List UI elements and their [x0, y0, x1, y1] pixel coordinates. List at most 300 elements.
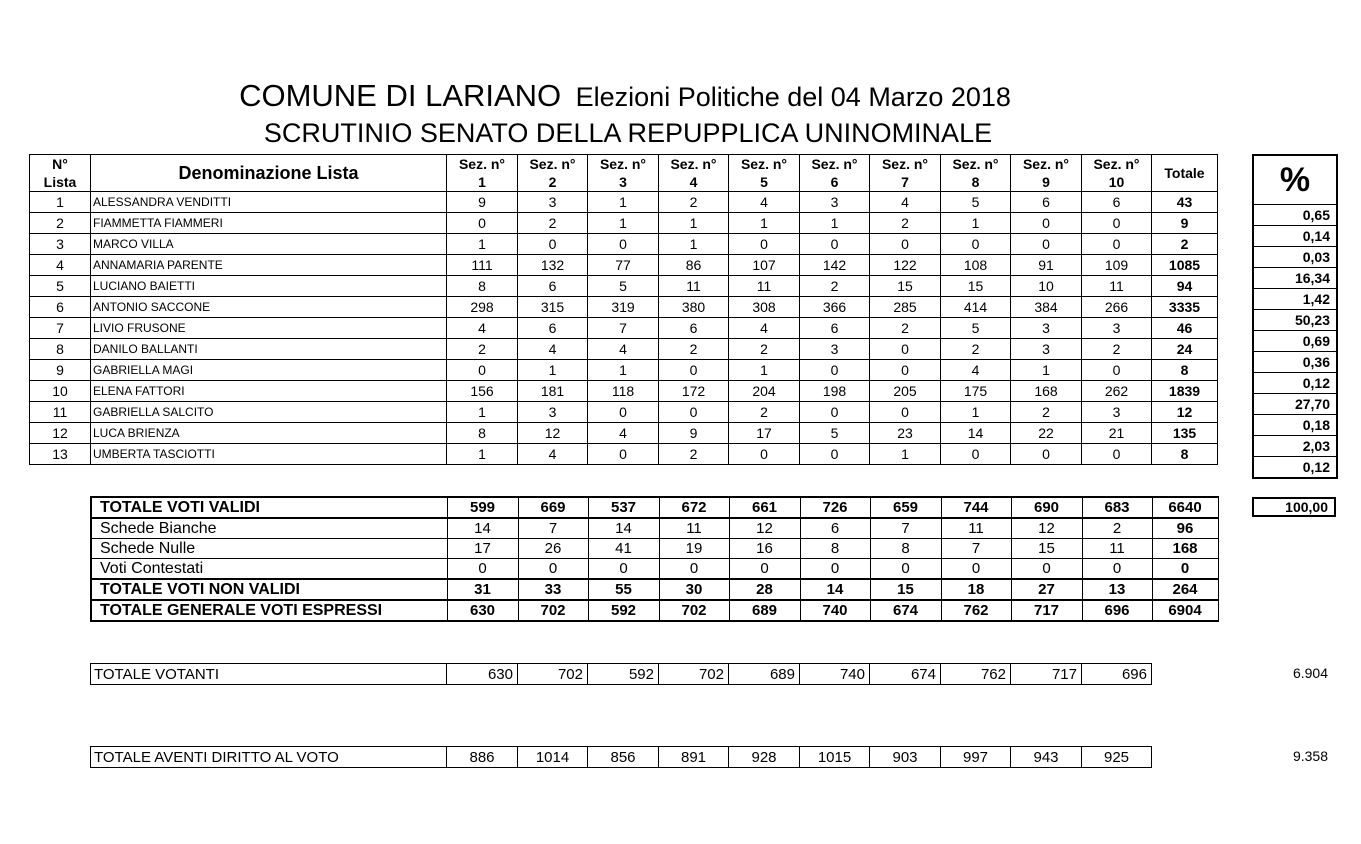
table-row — [30, 339, 1218, 360]
results-table — [29, 154, 1218, 465]
section-votes: 0 — [588, 234, 659, 255]
section-votes: 1 — [588, 213, 659, 234]
votanti-label: TOTALE VOTANTI — [91, 664, 447, 685]
section-header-number: 1 — [478, 174, 486, 190]
section-votes: 172 — [659, 381, 729, 402]
section-votes: 86 — [659, 255, 729, 276]
section-votes: 181 — [518, 381, 588, 402]
section-votes: 0 — [659, 360, 729, 381]
votanti-section-value: 740 — [800, 664, 870, 685]
summary-section-value: 599 — [447, 497, 518, 518]
summary-total: 168 — [1152, 539, 1218, 559]
list-number: 10 — [30, 381, 91, 402]
section-votes: 3 — [1082, 402, 1152, 423]
candidate-name: GABRIELLA MAGI — [91, 360, 447, 381]
section-votes: 6 — [518, 276, 588, 297]
row-percent: 1,42 — [1253, 289, 1337, 310]
summary-section-value: 11 — [1082, 539, 1152, 559]
section-header-number: 4 — [689, 174, 698, 190]
candidate-name: ANTONIO SACCONE — [91, 297, 447, 318]
aventi-section-value: 886 — [447, 747, 518, 768]
section-votes: 5 — [800, 423, 870, 444]
summary-section-value: 630 — [447, 600, 518, 621]
list-number: 13 — [30, 444, 91, 465]
section-votes: 2 — [447, 339, 518, 360]
aventi-section-value: 1014 — [518, 747, 588, 768]
section-votes: 15 — [870, 276, 941, 297]
summary-section-value: 0 — [659, 559, 729, 580]
summary-section-value: 19 — [659, 539, 729, 559]
aventi-section-value: 997 — [941, 747, 1011, 768]
section-votes: 5 — [588, 276, 659, 297]
row-total: 135 — [1152, 423, 1218, 444]
candidate-name: GABRIELLA SALCITO — [91, 402, 447, 423]
percent-row — [1253, 352, 1337, 373]
section-votes: 4 — [447, 318, 518, 339]
percent-row — [1253, 247, 1337, 268]
summary-section-value: 7 — [518, 518, 588, 539]
section-votes: 8 — [447, 276, 518, 297]
summary-section-value: 2 — [1082, 518, 1152, 539]
row-total: 43 — [1152, 192, 1218, 213]
section-header-number: 7 — [901, 174, 909, 190]
summary-section-value: 0 — [941, 559, 1011, 580]
section-votes: 384 — [1011, 297, 1082, 318]
section-header — [941, 155, 1011, 192]
summary-section-value: 11 — [659, 518, 729, 539]
section-votes: 15 — [941, 276, 1011, 297]
votanti-section-value: 674 — [870, 664, 941, 685]
section-votes: 0 — [870, 402, 941, 423]
section-votes: 262 — [1082, 381, 1152, 402]
section-votes: 0 — [941, 444, 1011, 465]
section-votes: 2 — [659, 192, 729, 213]
aventi-table — [90, 746, 1152, 768]
table-row — [30, 276, 1218, 297]
section-votes: 9 — [447, 192, 518, 213]
summary-section-value: 659 — [870, 497, 941, 518]
section-votes: 2 — [800, 276, 870, 297]
results-header-row — [30, 155, 1218, 192]
table-row — [30, 423, 1218, 444]
section-votes: 4 — [518, 444, 588, 465]
section-votes: 0 — [1011, 234, 1082, 255]
section-votes: 2 — [518, 213, 588, 234]
summary-section-value: 702 — [518, 600, 588, 621]
section-votes: 0 — [729, 444, 800, 465]
row-total: 94 — [1152, 276, 1218, 297]
row-percent: 0,12 — [1253, 457, 1337, 479]
section-votes: 319 — [588, 297, 659, 318]
row-total: 8 — [1152, 360, 1218, 381]
section-votes: 0 — [659, 402, 729, 423]
row-percent: 27,70 — [1253, 394, 1337, 415]
summary-section-value: 7 — [870, 518, 941, 539]
summary-row — [91, 518, 1218, 539]
table-row — [30, 297, 1218, 318]
summary-row — [91, 600, 1218, 621]
section-header-number: 8 — [971, 174, 980, 190]
section-votes: 4 — [870, 192, 941, 213]
percent-row — [1253, 205, 1337, 226]
summary-row — [91, 539, 1218, 559]
section-votes: 1 — [800, 213, 870, 234]
summary-section-value: 14 — [800, 579, 870, 600]
section-votes: 6 — [800, 318, 870, 339]
summary-section-value: 15 — [870, 579, 941, 600]
row-total: 24 — [1152, 339, 1218, 360]
scrutinio-title: SCRUTINIO SENATO DELLA REPUPPLICA UNINOMINALE — [263, 118, 993, 148]
section-header-number: 6 — [830, 174, 839, 190]
summary-section-value: 7 — [941, 539, 1011, 559]
candidate-name: MARCO VILLA — [91, 234, 447, 255]
percent-row — [1253, 310, 1337, 331]
section-votes: 12 — [518, 423, 588, 444]
percent-row — [1253, 268, 1337, 289]
aventi-section-value: 925 — [1082, 747, 1152, 768]
section-votes: 1 — [447, 402, 518, 423]
summary-section-value: 41 — [588, 539, 659, 559]
num-header-line1: N° — [52, 156, 68, 172]
summary-label: Voti Contestati — [91, 559, 447, 580]
section-votes: 0 — [941, 234, 1011, 255]
section-votes: 3 — [800, 339, 870, 360]
section-header-number: 10 — [1108, 174, 1125, 190]
section-votes: 0 — [1082, 444, 1152, 465]
section-votes: 3 — [800, 192, 870, 213]
row-percent: 50,23 — [1253, 310, 1337, 331]
section-votes: 3 — [1011, 339, 1082, 360]
summary-section-value: 0 — [588, 559, 659, 580]
table-row — [30, 318, 1218, 339]
section-votes: 4 — [588, 423, 659, 444]
row-total: 1839 — [1152, 381, 1218, 402]
total-percent: 100,00 — [1252, 497, 1336, 517]
section-header-label: Sez. n° — [670, 156, 717, 172]
summary-total: 0 — [1152, 559, 1218, 580]
summary-section-value: 11 — [941, 518, 1011, 539]
summary-section-value: 14 — [588, 518, 659, 539]
section-header — [800, 155, 870, 192]
summary-total: 264 — [1152, 579, 1218, 600]
aventi-section-value: 928 — [729, 747, 800, 768]
votanti-section-value: 592 — [588, 664, 659, 685]
section-votes: 414 — [941, 297, 1011, 318]
section-votes: 4 — [588, 339, 659, 360]
votanti-section-value: 689 — [729, 664, 800, 685]
num-header-line2: Lista — [43, 174, 77, 190]
row-total: 9 — [1152, 213, 1218, 234]
percent-header: % — [1253, 155, 1337, 205]
section-votes: 4 — [729, 192, 800, 213]
section-header-label: Sez. n° — [740, 156, 788, 172]
candidate-name: LUCIANO BAIETTI — [91, 276, 447, 297]
candidate-name: UMBERTA TASCIOTTI — [91, 444, 447, 465]
aventi-section-value: 856 — [588, 747, 659, 768]
summary-section-value: 27 — [1011, 579, 1082, 600]
section-votes: 1 — [941, 213, 1011, 234]
section-votes: 4 — [941, 360, 1011, 381]
summary-section-value: 696 — [1082, 600, 1152, 621]
summary-section-value: 15 — [1011, 539, 1082, 559]
aventi-section-value: 943 — [1011, 747, 1082, 768]
section-votes: 111 — [447, 255, 518, 276]
summary-row — [91, 579, 1218, 600]
section-votes: 118 — [588, 381, 659, 402]
table-row — [30, 360, 1218, 381]
section-votes: 0 — [870, 234, 941, 255]
row-total: 3335 — [1152, 297, 1218, 318]
row-percent: 16,34 — [1253, 268, 1337, 289]
section-votes: 1 — [447, 444, 518, 465]
section-votes: 1 — [659, 234, 729, 255]
section-votes: 22 — [1011, 423, 1082, 444]
summary-section-value: 6 — [800, 518, 870, 539]
summary-total: 6640 — [1152, 497, 1218, 518]
summary-section-value: 26 — [518, 539, 588, 559]
section-votes: 11 — [659, 276, 729, 297]
list-number: 1 — [30, 192, 91, 213]
row-percent: 0,65 — [1253, 205, 1337, 226]
section-votes: 2 — [1011, 402, 1082, 423]
row-percent: 0,69 — [1253, 331, 1337, 352]
summary-section-value: 0 — [447, 559, 518, 580]
table-row — [30, 255, 1218, 276]
list-number: 5 — [30, 276, 91, 297]
section-votes: 14 — [941, 423, 1011, 444]
section-votes: 315 — [518, 297, 588, 318]
candidate-name: ELENA FATTORI — [91, 381, 447, 402]
percent-row — [1253, 457, 1337, 479]
summary-section-value: 8 — [800, 539, 870, 559]
summary-section-value: 30 — [659, 579, 729, 600]
section-votes: 0 — [800, 402, 870, 423]
section-votes: 23 — [870, 423, 941, 444]
section-votes: 0 — [800, 234, 870, 255]
list-number: 8 — [30, 339, 91, 360]
section-votes: 108 — [941, 255, 1011, 276]
table-row — [30, 444, 1218, 465]
list-number: 9 — [30, 360, 91, 381]
section-votes: 1 — [729, 213, 800, 234]
percent-row — [1253, 415, 1337, 436]
section-votes: 198 — [800, 381, 870, 402]
section-votes: 109 — [1082, 255, 1152, 276]
table-row — [30, 213, 1218, 234]
section-votes: 204 — [729, 381, 800, 402]
summary-section-value: 28 — [729, 579, 800, 600]
section-header — [588, 155, 659, 192]
votanti-section-value: 702 — [518, 664, 588, 685]
section-header-number: 3 — [619, 174, 627, 190]
aventi-section-value: 903 — [870, 747, 941, 768]
row-percent: 0,03 — [1253, 247, 1337, 268]
section-votes: 1 — [518, 360, 588, 381]
section-votes: 6 — [1082, 192, 1152, 213]
row-percent: 0,12 — [1253, 373, 1337, 394]
comune-title: COMUNE DI LARIANO — [239, 78, 562, 113]
summary-section-value: 17 — [447, 539, 518, 559]
section-votes: 0 — [1011, 444, 1082, 465]
section-votes: 0 — [1011, 213, 1082, 234]
summary-label: TOTALE GENERALE VOTI ESPRESSI — [91, 600, 447, 621]
section-header-label: Sez. n° — [458, 156, 506, 172]
section-votes: 132 — [518, 255, 588, 276]
aventi-section-value: 1015 — [800, 747, 870, 768]
aventi-section-value: 891 — [659, 747, 729, 768]
section-votes: 2 — [729, 339, 800, 360]
table-row — [30, 192, 1218, 213]
summary-section-value: 31 — [447, 579, 518, 600]
section-votes: 3 — [518, 402, 588, 423]
section-votes: 0 — [1082, 234, 1152, 255]
summary-total: 96 — [1152, 518, 1218, 539]
section-votes: 8 — [447, 423, 518, 444]
summary-section-value: 689 — [729, 600, 800, 621]
summary-section-value: 12 — [1011, 518, 1082, 539]
list-number: 2 — [30, 213, 91, 234]
section-votes: 6 — [1011, 192, 1082, 213]
section-votes: 2 — [659, 339, 729, 360]
table-row — [30, 234, 1218, 255]
section-votes: 0 — [729, 234, 800, 255]
section-votes: 1 — [588, 360, 659, 381]
summary-total: 6904 — [1152, 600, 1218, 621]
candidate-name: ANNAMARIA PARENTE — [91, 255, 447, 276]
section-votes: 9 — [659, 423, 729, 444]
candidate-name: DANILO BALLANTI — [91, 339, 447, 360]
summary-section-value: 717 — [1011, 600, 1082, 621]
aventi-grand-total: 9.358 — [1292, 748, 1328, 764]
summary-section-value: 18 — [941, 579, 1011, 600]
candidate-name: ALESSANDRA VENDITTI — [91, 192, 447, 213]
section-header-number: 2 — [548, 174, 557, 190]
summary-section-value: 726 — [800, 497, 870, 518]
summary-section-value: 762 — [941, 600, 1011, 621]
section-votes: 1 — [870, 444, 941, 465]
section-votes: 2 — [870, 213, 941, 234]
list-number: 12 — [30, 423, 91, 444]
section-votes: 0 — [870, 360, 941, 381]
section-votes: 1 — [447, 234, 518, 255]
section-votes: 366 — [800, 297, 870, 318]
list-number: 6 — [30, 297, 91, 318]
votanti-section-value: 762 — [941, 664, 1011, 685]
summary-section-value: 537 — [588, 497, 659, 518]
list-number: 11 — [30, 402, 91, 423]
summary-section-value: 592 — [588, 600, 659, 621]
summary-section-value: 690 — [1011, 497, 1082, 518]
denominazione-header: Denominazione Lista — [91, 155, 447, 192]
votanti-section-value: 696 — [1082, 664, 1152, 685]
section-votes: 2 — [729, 402, 800, 423]
summary-section-value: 0 — [729, 559, 800, 580]
section-votes: 156 — [447, 381, 518, 402]
section-votes: 122 — [870, 255, 941, 276]
aventi-row — [91, 747, 1152, 768]
list-number: 4 — [30, 255, 91, 276]
section-votes: 3 — [1082, 318, 1152, 339]
summary-section-value: 0 — [800, 559, 870, 580]
section-votes: 77 — [588, 255, 659, 276]
votanti-row — [91, 664, 1152, 685]
summary-section-value: 14 — [447, 518, 518, 539]
section-votes: 21 — [1082, 423, 1152, 444]
section-votes: 168 — [1011, 381, 1082, 402]
section-votes: 1 — [729, 360, 800, 381]
summary-section-value: 0 — [1082, 559, 1152, 580]
section-header — [729, 155, 800, 192]
summary-section-value: 661 — [729, 497, 800, 518]
section-votes: 0 — [800, 444, 870, 465]
votanti-section-value: 630 — [447, 664, 518, 685]
section-header-number: 9 — [1042, 174, 1050, 190]
list-number: 3 — [30, 234, 91, 255]
section-votes: 142 — [800, 255, 870, 276]
summary-label: Schede Nulle — [91, 539, 447, 559]
row-percent: 0,36 — [1253, 352, 1337, 373]
summary-label: Schede Bianche — [91, 518, 447, 539]
section-votes: 6 — [659, 318, 729, 339]
row-total: 8 — [1152, 444, 1218, 465]
section-header-label: Sez. n° — [599, 156, 647, 172]
section-votes: 0 — [447, 213, 518, 234]
section-votes: 107 — [729, 255, 800, 276]
section-votes: 5 — [941, 318, 1011, 339]
section-votes: 2 — [1082, 339, 1152, 360]
section-header — [1082, 155, 1152, 192]
section-votes: 0 — [588, 402, 659, 423]
votanti-section-value: 717 — [1011, 664, 1082, 685]
section-votes: 17 — [729, 423, 800, 444]
summary-section-value: 33 — [518, 579, 588, 600]
candidate-name: LUCA BRIENZA — [91, 423, 447, 444]
row-percent: 2,03 — [1253, 436, 1337, 457]
summary-section-value: 8 — [870, 539, 941, 559]
section-votes: 91 — [1011, 255, 1082, 276]
section-votes: 0 — [800, 360, 870, 381]
row-total: 46 — [1152, 318, 1218, 339]
summary-section-value: 0 — [518, 559, 588, 580]
section-votes: 308 — [729, 297, 800, 318]
section-header-label: Sez. n° — [529, 156, 576, 172]
section-votes: 0 — [1082, 213, 1152, 234]
section-votes: 380 — [659, 297, 729, 318]
totale-header: Totale — [1152, 155, 1218, 192]
section-votes: 2 — [870, 318, 941, 339]
section-votes: 3 — [518, 192, 588, 213]
section-votes: 2 — [659, 444, 729, 465]
section-votes: 10 — [1011, 276, 1082, 297]
section-votes: 7 — [588, 318, 659, 339]
summary-section-value: 744 — [941, 497, 1011, 518]
summary-label: TOTALE VOTI NON VALIDI — [91, 579, 447, 600]
section-header-label: Sez. n° — [1093, 156, 1140, 172]
section-votes: 0 — [1082, 360, 1152, 381]
elezioni-subtitle: Elezioni Politiche del 04 Marzo 2018 — [575, 82, 1011, 112]
section-votes: 285 — [870, 297, 941, 318]
list-number: 7 — [30, 318, 91, 339]
table-row — [30, 402, 1218, 423]
percent-table — [1252, 154, 1338, 479]
row-total: 1085 — [1152, 255, 1218, 276]
candidate-name: FIAMMETTA FIAMMERI — [91, 213, 447, 234]
section-votes: 0 — [870, 339, 941, 360]
percent-row — [1253, 289, 1337, 310]
summary-section-value: 0 — [1011, 559, 1082, 580]
section-votes: 11 — [729, 276, 800, 297]
aventi-label: TOTALE AVENTI DIRITTO AL VOTO — [91, 747, 447, 768]
